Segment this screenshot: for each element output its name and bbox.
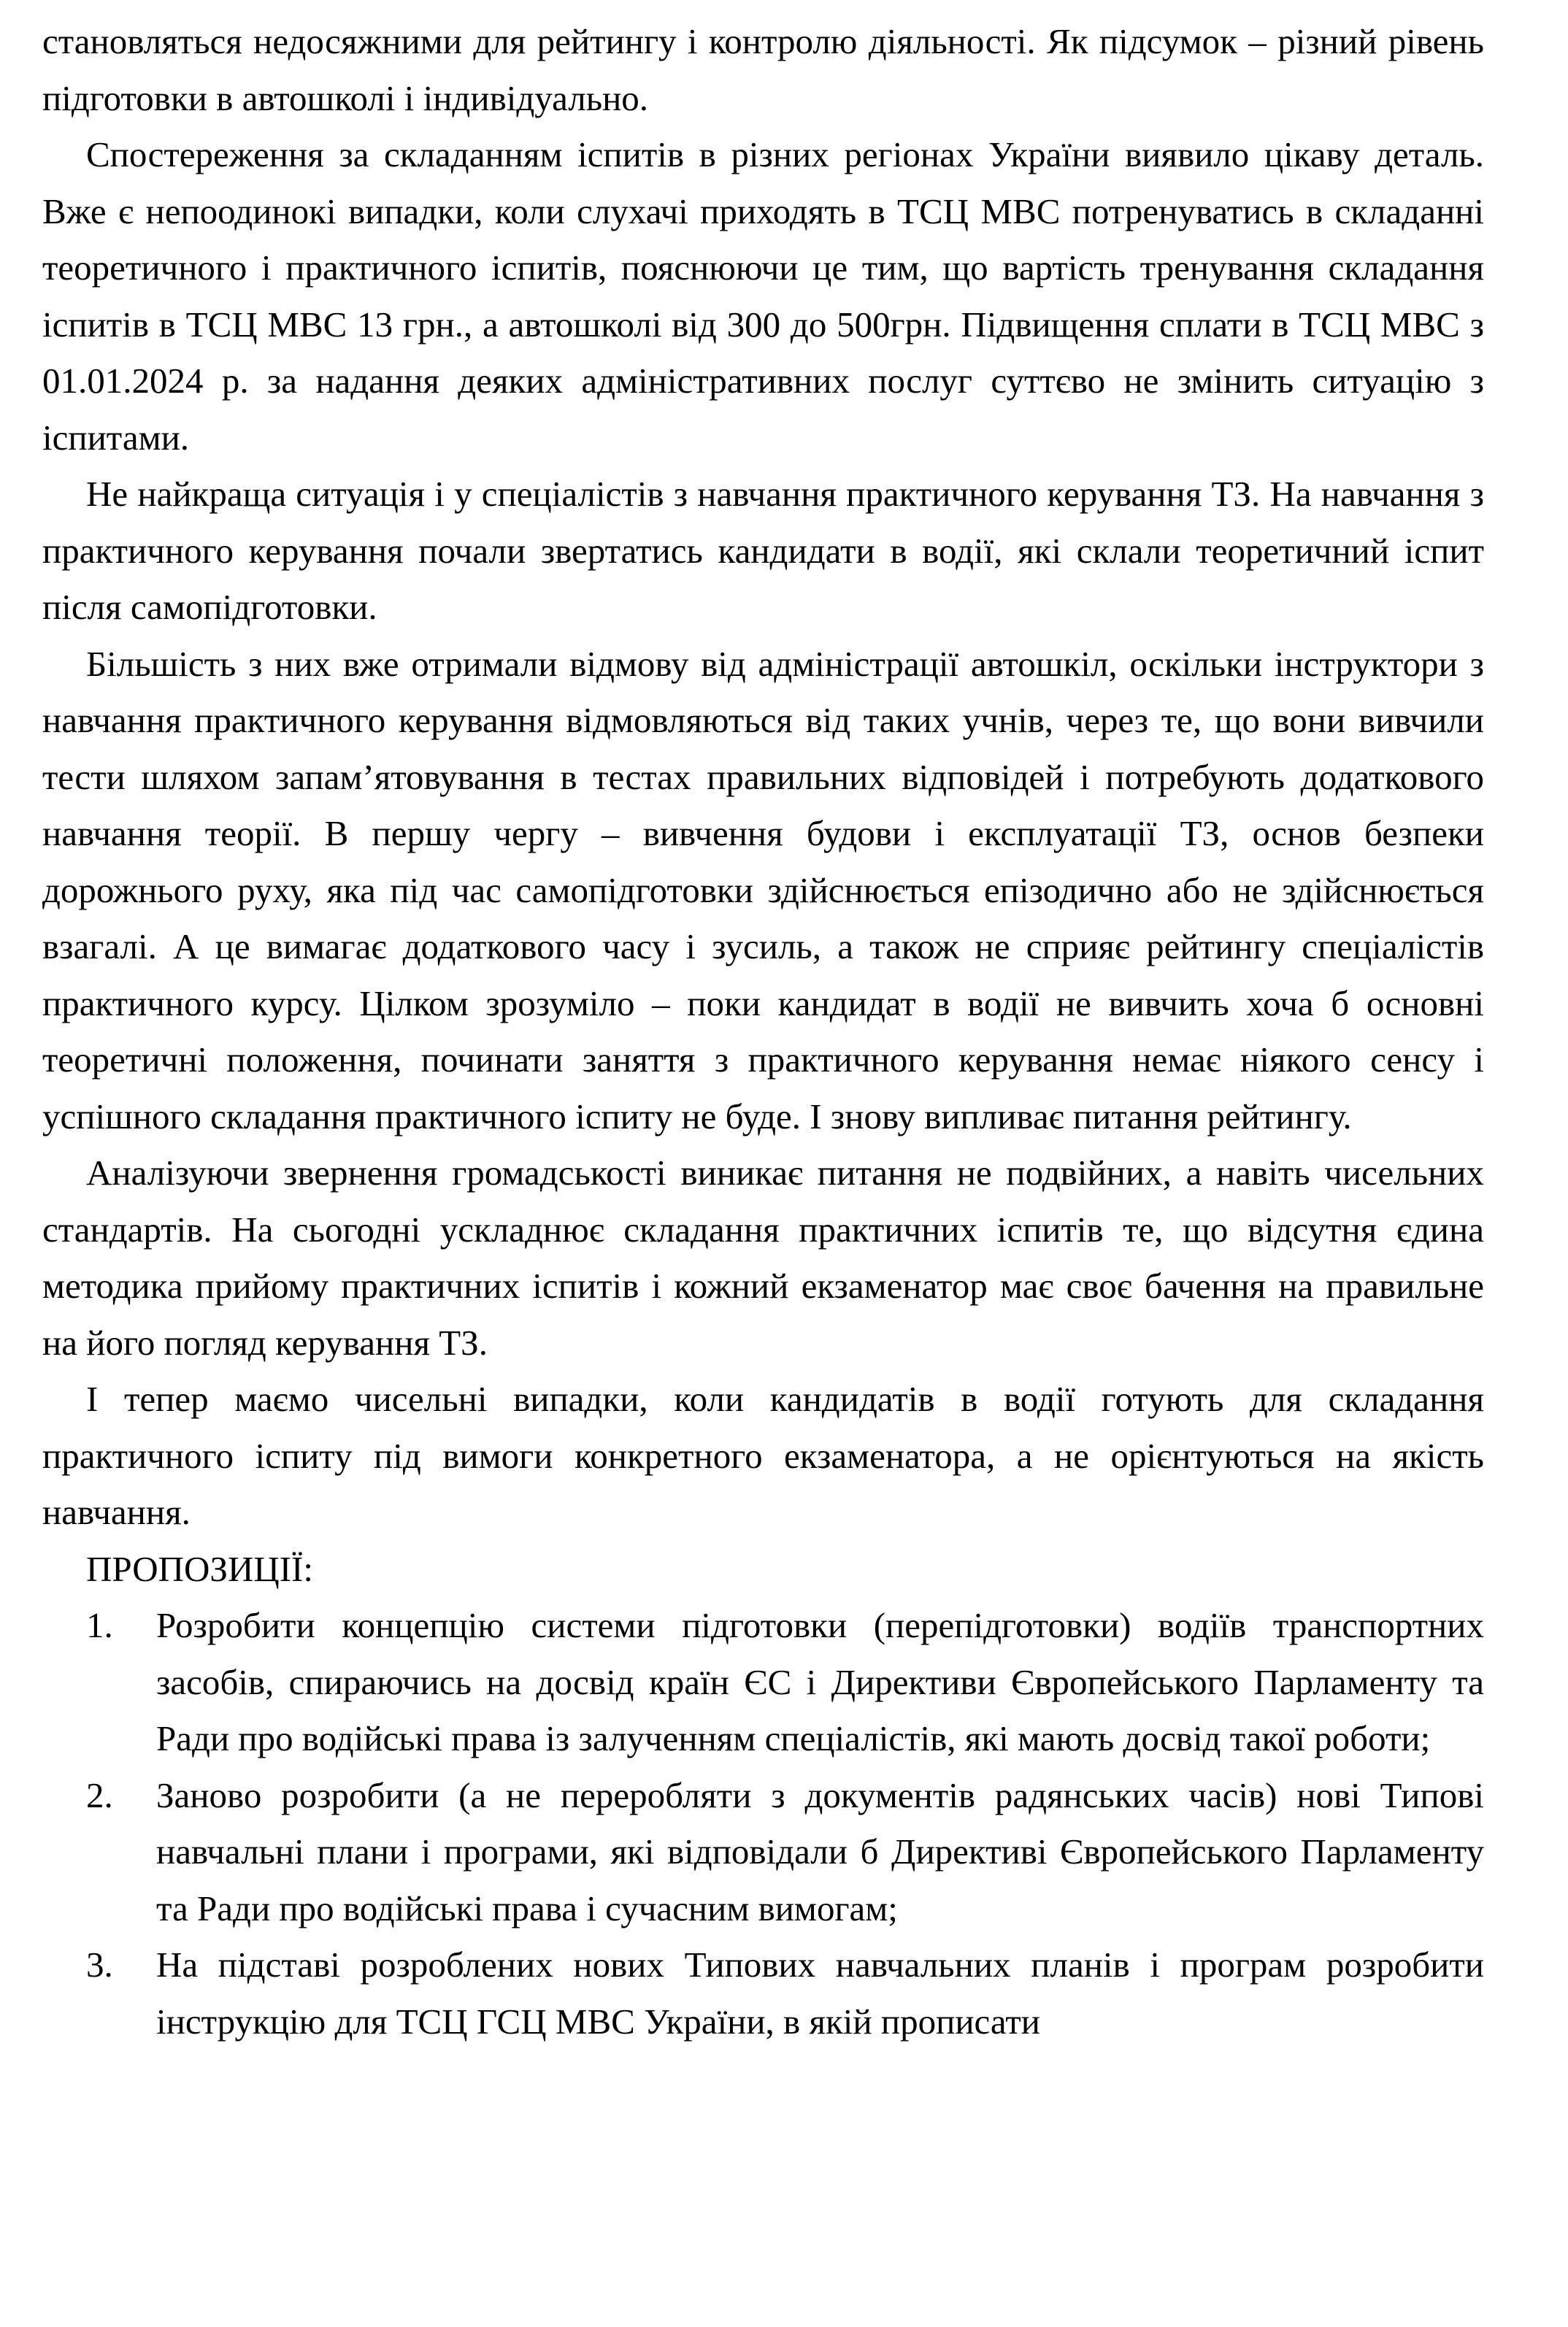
list-item-number: 3. <box>86 1945 113 1985</box>
paragraph-public-appeals: Аналізуючи звернення громадськості виникає питання не подвійних, а навіть чисельних стандартів. На сьогодні ускладнює складання практичних іспитів те, що відсутня єдина методика прийому практичних іспитів і кожний екзаменатор має своє бачення на правильне на його погляд керування ТЗ. <box>42 1153 1484 1363</box>
list-item-number: 2. <box>86 1774 113 1815</box>
paragraph-exam-preparation: І тепер маємо чисельні випадки, коли кандидатів в водії готують для складання практичного іспиту під вимоги конкретного екзаменатора, а не орієнтуються на якість навчання. <box>42 1379 1484 1532</box>
list-item-text: На підставі розроблених нових Типових навчальних планів і програм розробити інструкцію для ТСЦ ГСЦ МВС України, в якій прописати <box>156 1945 1484 2042</box>
paragraph-continuation: становляться недосяжними для рейтингу і контролю діяльності. Як підсумок – різний рівень підготовки в автошколі і індивідуально. <box>42 21 1484 118</box>
paragraph-refusals: Більшість з них вже отримали відмову від адміністрації автошкіл, оскільки інструктори з навчання практичного керування відмовляються від таких учнів, через те, що вони вивчили тести шляхом запам’ятовування в тестах правильних відповідей і потребують додаткового навчання теорії. В першу чергу – вивчення будови і експлуатації ТЗ, основ безпеки дорожнього руху, яка під час самопідготовки здійснюється епізодично або не здійснюється взагалі. А це вимагає додаткового часу і зусиль, а також не сприяє рейтингу спеціалістів практичного курсу. Цілком зрозуміло – поки кандидат в водії не вивчить хоча б основні теоретичні положення, починати заняття з практичного керування немає ніякого сенсу і успішного складання практичного іспиту не буде. І знову випливає питання рейтингу. <box>42 643 1484 1136</box>
proposals-list <box>42 1597 1484 2050</box>
paragraph-exam-observation: Спостереження за складанням іспитів в різних регіонах України виявило цікаву деталь. Вже є непоодинокі випадки, коли слухачі приходять в ТСЦ МВС потренуватись в складанні теоретичного і практичного іспитів, пояснюючи це тим, що вартість тренування складання іспитів в ТСЦ МВС 13 грн., а автошколі від 300 до 500грн. Підвищення сплати в ТСЦ МВС з 01.01.2024 р. за надання деяких адміністративних послуг суттєво не змінить ситуацію з іспитами. <box>42 134 1484 458</box>
list-item <box>42 1597 1484 1767</box>
list-item <box>42 1767 1484 1937</box>
list-item-number: 1. <box>86 1605 113 1645</box>
proposals-heading: ПРОПОЗИЦІЇ: <box>86 1548 313 1589</box>
list-item-text: Розробити концепцію системи підготовки (перепідготовки) водіїв транспортних засобів, спираючись на досвід країн ЄС і Директиви Європейського Парламенту та Ради про водійські права із залученням спеціалістів, які мають досвід такої роботи; <box>156 1605 1484 1758</box>
paragraph-practical-specialists: Не найкраща ситуація і у спеціалістів з навчання практичного керування ТЗ. На навчання з практичного керування почали звертатись кандидати в водії, які склали теоретичний іспит після самопідготовки. <box>42 474 1484 627</box>
list-item <box>42 1936 1484 2050</box>
list-item-text: Заново розробити (а не переробляти з документів радянських часів) нові Типові навчальні плани і програми, які відповідали б Директиві Європейського Парламенту та Ради про водійські права і сучасним вимогам; <box>156 1774 1484 1928</box>
